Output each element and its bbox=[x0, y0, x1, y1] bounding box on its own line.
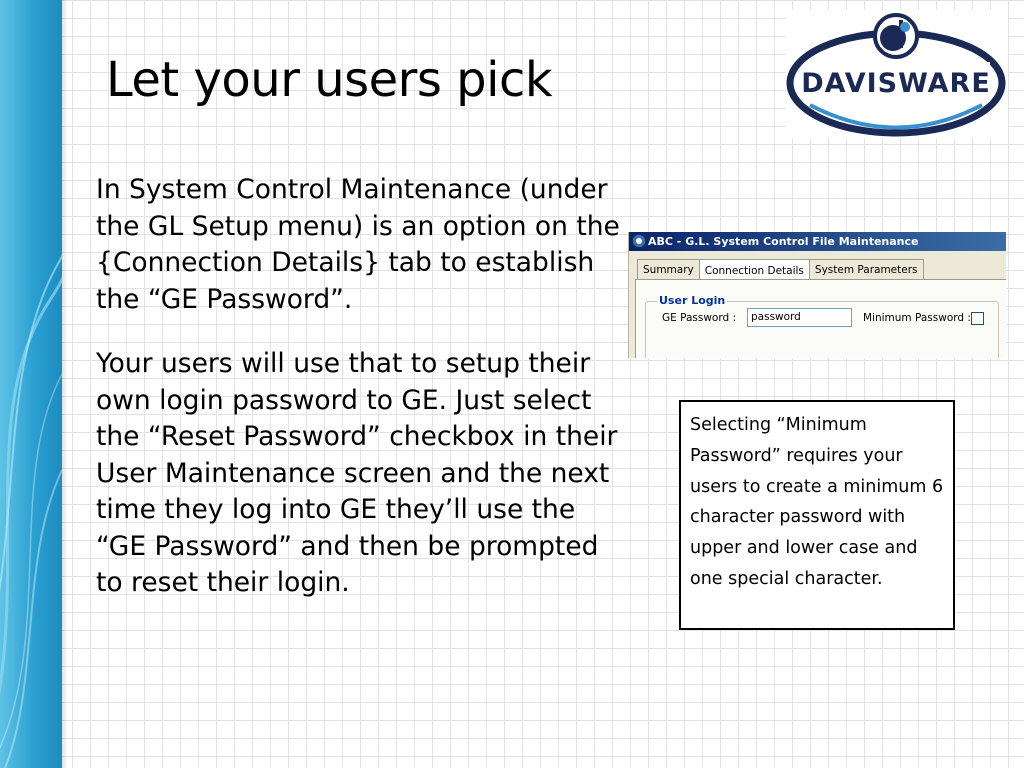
tab-system-parameters[interactable]: System Parameters bbox=[809, 259, 924, 279]
slide-body bbox=[96, 172, 626, 630]
tab-connection-details[interactable]: Connection Details bbox=[699, 259, 810, 280]
logo-graphic bbox=[786, 10, 1008, 138]
slide-title: Let your users pick bbox=[106, 52, 553, 108]
minimum-password-label: Minimum Password : bbox=[863, 312, 971, 324]
tab-summary[interactable]: Summary bbox=[637, 259, 700, 279]
minimum-password-checkbox[interactable] bbox=[971, 312, 984, 325]
ge-password-input[interactable]: password bbox=[747, 308, 852, 327]
band-shadow bbox=[62, 0, 68, 768]
dialog-tabs bbox=[637, 258, 923, 280]
logo-wordmark: DAVISWARE bbox=[801, 68, 991, 99]
dialog-titlebar bbox=[629, 232, 1006, 251]
app-icon bbox=[633, 235, 645, 247]
paragraph-user-login: Your users will use that to setup their own login password to GE. Just select the “Reset Password” checkbox in their User Maintenance screen and the next time they log into GE they’ll use the “GE Password” and then be prompted to reset their login. bbox=[96, 348, 618, 598]
paragraph-gl-setup: In System Control Maintenance (under the GL Setup menu) is an option on the {Connection Details} tab to establish the “GE Password”. bbox=[96, 174, 620, 315]
ge-password-label: GE Password : bbox=[662, 312, 737, 324]
dialog-title: ABC - G.L. System Control File Maintenance bbox=[648, 235, 919, 248]
decorative-side-band bbox=[0, 0, 62, 768]
system-control-dialog-screenshot bbox=[628, 232, 1006, 358]
minimum-password-callout: Selecting “Minimum Password” requires your users to create a minimum 6 character password with upper and lower case and one special character. bbox=[679, 400, 955, 630]
user-login-group-label: User Login bbox=[659, 294, 726, 307]
davisware-logo bbox=[786, 10, 1008, 138]
swirl-decoration bbox=[0, 0, 62, 768]
